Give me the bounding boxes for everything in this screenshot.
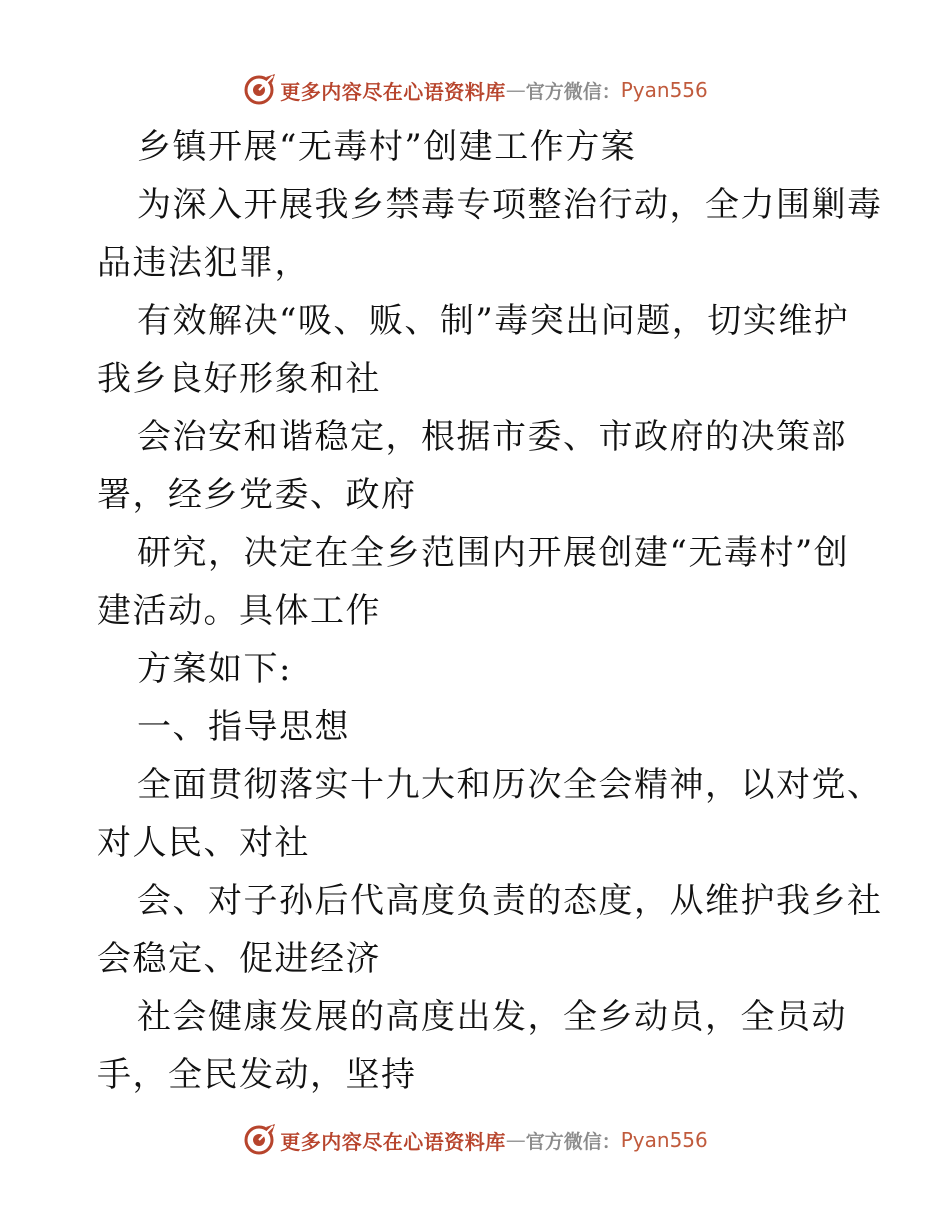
banner-main-text: 更多内容尽在心语资料库 — [280, 1129, 506, 1154]
banner-dash: — — [505, 1128, 526, 1152]
header-banner — [0, 70, 950, 110]
document-title: 乡镇开展“无毒村”创建工作方案 — [137, 127, 637, 167]
text-line: 会治安和谐稳定，根据市委、市政府的决策部 — [137, 417, 847, 457]
banner-sub-text: 官方微信： — [525, 1130, 621, 1153]
text-line: 建活动。具体工作 — [97, 591, 381, 631]
footer-banner — [0, 1120, 950, 1160]
brand-logo-icon — [242, 1123, 278, 1157]
text-line: 对人民、对社 — [97, 823, 310, 863]
text-line: 有效解决“吸、贩、制”毒突出问题，切实维护 — [137, 301, 850, 341]
banner-wechat-id: Pyan556 — [620, 1128, 708, 1152]
text-line: 会稳定、促进经济 — [97, 939, 381, 979]
text-line: 手，全民发动，坚持 — [97, 1055, 417, 1095]
text-line: 全面贯彻落实十九大和历次全会精神，以对党、 — [137, 765, 883, 805]
text-line: 我乡良好形象和社 — [97, 359, 381, 399]
text-line: 方案如下: — [137, 649, 292, 689]
text-line: 研究，决定在全乡范围内开展创建“无毒村”创 — [137, 533, 850, 573]
banner-main-text: 更多内容尽在心语资料库 — [280, 79, 506, 104]
text-line: 为深入开展我乡禁毒专项整治行动，全力围剿毒 — [137, 185, 883, 225]
banner-sub-text: 官方微信： — [525, 80, 621, 103]
text-line: 社会健康发展的高度出发，全乡动员，全员动 — [137, 997, 847, 1037]
text-line: 会、对子孙后代高度负责的态度，从维护我乡社 — [137, 881, 883, 921]
banner-wechat-id: Pyan556 — [620, 78, 708, 102]
section-heading: 一、指导思想 — [137, 707, 350, 747]
banner-dash: — — [505, 78, 526, 102]
brand-logo-icon — [242, 73, 278, 107]
document-body — [97, 118, 883, 1104]
text-line: 署，经乡党委、政府 — [97, 475, 417, 515]
text-line: 品违法犯罪， — [97, 243, 310, 283]
